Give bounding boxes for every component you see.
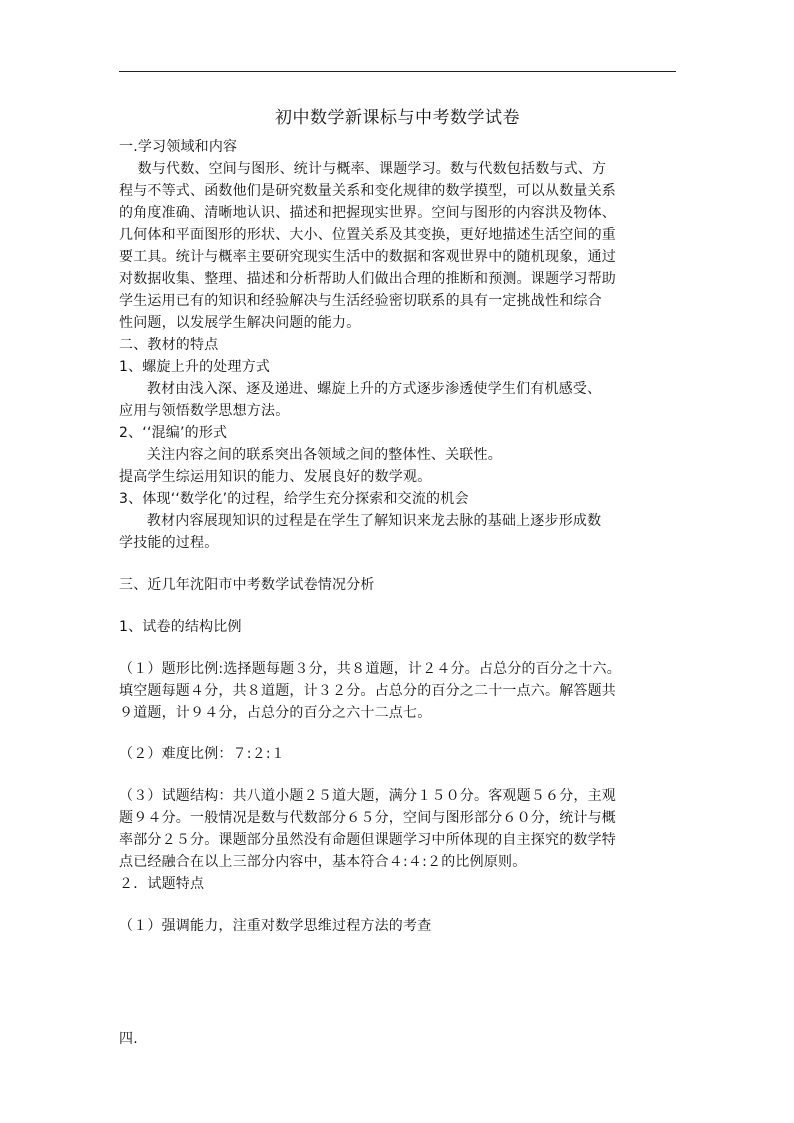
- paragraph-line: （１）强调能力，注重对数学思维过程方法的考查: [119, 918, 432, 934]
- section-heading: 三、近几年沈阳市中考数学试卷情况分析: [119, 577, 375, 593]
- paragraph-line: 要工具。统计与概率主要研究现实生活中的数据和客观世界中的随机现象，通过: [119, 249, 616, 265]
- paragraph-line: （２）难度比例：７:２:１: [119, 746, 286, 762]
- paragraph-line: 几何体和平面图形的形状、大小、位置关系及其变换，更好地描述生活空间的重: [119, 227, 616, 243]
- subsection-heading: 1、试卷的结构比例: [119, 619, 242, 635]
- subsection-heading: ２．试题特点: [119, 876, 205, 892]
- paragraph-line: 对数据收集、整理、描述和分析帮助人们做出合理的推断和预测。课题学习帮助: [119, 271, 616, 287]
- paragraph-line: 题９４分。一般情况是数与代数部分６５分，空间与图形部分６０分，统计与概: [119, 810, 616, 826]
- paragraph-line: 教材由浅入深、逐及递进、螺旋上升的方式逐步渗透使学生们有机感受、: [119, 381, 602, 397]
- paragraph-line: 的角度准确、清晰地认识、描述和把握现实世界。空间与图形的内容洪及物体、: [119, 205, 616, 221]
- paragraph-line: 程与不等式、函数他们是研究数量关系和变化规律的数学摸型，可以从数量关系: [119, 183, 616, 199]
- paragraph-line: 学技能的过程。: [119, 535, 219, 551]
- section-heading: 二、教材的特点: [119, 337, 219, 353]
- paragraph-line: 率部分２５分。课题部分虽然没有命题但课题学习中所体现的自主探究的数学特: [119, 832, 616, 848]
- paragraph-line: 提高学生综运用知识的能力、发展良好的数学观。: [119, 469, 432, 485]
- paragraph-line: 填空题每题４分，共８道题，计３２分。占总分的百分之二十一点六。解答题共: [119, 683, 616, 699]
- paragraph-line: （３）试题结构：共八道小题２５道大题，满分１５０分。客观题５６分，主观: [119, 788, 616, 804]
- paragraph-line: 教材内容展现知识的过程是在学生了解知识来龙去脉的基础上逐步形成数: [119, 513, 602, 529]
- paragraph-line: 性问题，以发展学生解决问题的能力。: [119, 315, 361, 331]
- paragraph-line: 学生运用已有的知识和经验解决与生活经验密切联系的具有一定挑战性和综合: [119, 293, 602, 309]
- subsection-heading: 1、螺旋上升的处理方式: [119, 359, 271, 375]
- section-heading: 四.: [119, 1031, 138, 1047]
- paragraph-line: 关注内容之间的联系突出各领域之间的整体性、关联性。: [119, 447, 502, 463]
- section-heading: 一.学习领域和内容: [119, 139, 238, 155]
- paragraph-line: ９道题，计９４分，占总分的百分之六十二点七。: [119, 705, 432, 721]
- document-title: 初中数学新课标与中考数学试卷: [275, 108, 520, 128]
- header-rule: [119, 71, 676, 72]
- paragraph-line: 应用与领悟数学思想方法。: [119, 403, 290, 419]
- paragraph-line: 点已经融合在以上三部分内容中，基本符合４:４:２的比例原则。: [119, 854, 527, 870]
- paragraph-line: 数与代数、空间与图形、统计与概率、课题学习。数与代数包括数与式、方: [119, 161, 607, 177]
- subsection-heading: 2、‘‘混编’的形式: [119, 425, 228, 441]
- subsection-heading: 3、体现‘‘数学化’的过程，给学生充分探索和交流的机会: [119, 491, 469, 507]
- paragraph-line: （１）题形比例:选择题每题３分，共８道题，计２４分。占总分的百分之十六。: [119, 661, 621, 677]
